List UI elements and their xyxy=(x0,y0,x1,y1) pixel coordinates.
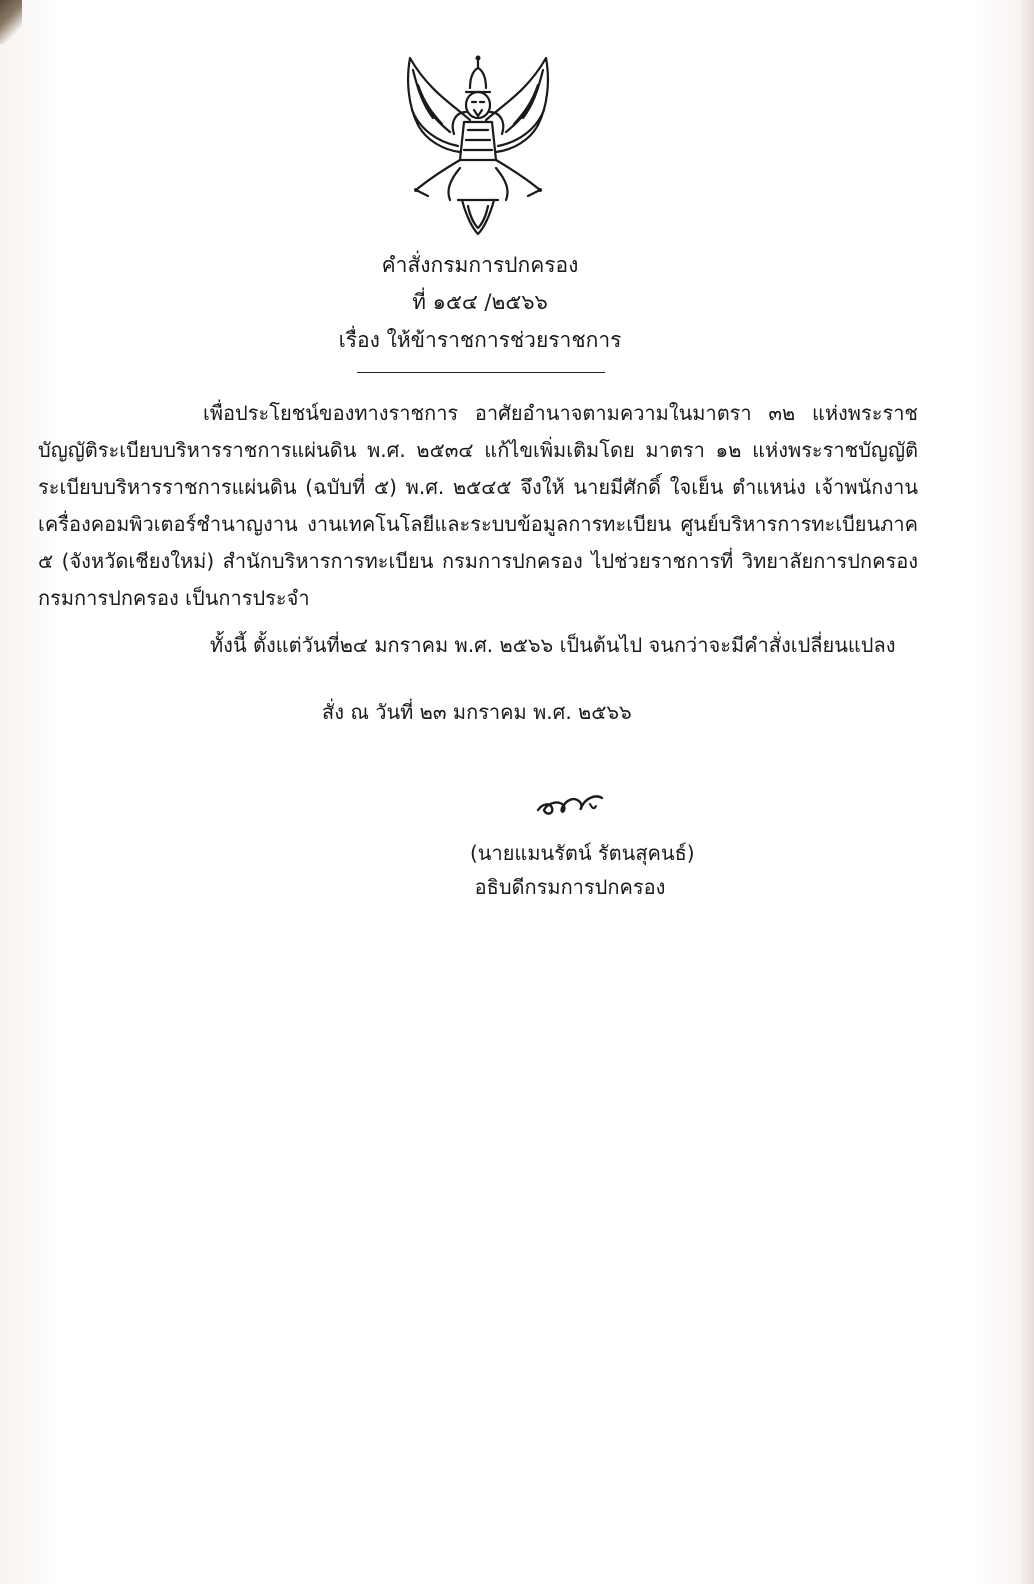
page-edge-shadow xyxy=(1020,0,1034,1584)
order-number: ที่ ๑๕๔ /๒๕๖๖ xyxy=(412,290,548,314)
order-body xyxy=(38,395,918,617)
effective-date-paragraph: ทั้งนี้ ตั้งแต่วันที่๒๔ มกราคม พ.ศ. ๒๕๖๖ เป็นต้นไป จนกว่าจะมีคำสั่งเปลี่ยนแปลง xyxy=(210,633,896,657)
corner-shadow xyxy=(0,0,22,44)
body-paragraph: เพื่อประโยชน์ของทางราชการ อาศัยอำนาจตามความในมาตรา ๓๒ แห่งพระราชบัญญัติระเบียบบริหารราชการแผ่นดิน พ.ศ. ๒๕๓๔ แก้ไขเพิ่มเติมโดย มาตรา ๑๒ แห่งพระราชบัญญัติระเบียบบริหารราชการแผ่นดิน (ฉบับที่ ๕) พ.ศ. ๒๕๔๕ จึงให้ นายมีศักดิ์ ใจเย็น ตำแหน่ง เจ้าพนักงานเครื่องคอมพิวเตอร์ชำนาญงาน งานเทคโนโลยีและระบบข้อมูลการทะเบียน ศูนย์บริหารการทะเบียนภาค ๕ (จังหวัดเชียงใหม่) สำนักบริหารการทะเบียน กรมการปกครอง ไปช่วยราชการที่ วิทยาลัยการปกครอง กรมการปกครอง เป็นการประจำ xyxy=(38,401,918,610)
document-title: คำสั่งกรมการปกครอง xyxy=(381,253,579,277)
title-divider xyxy=(357,372,605,373)
order-subject: เรื่อง ให้ข้าราชการช่วยราชการ xyxy=(338,328,622,352)
handwritten-signature xyxy=(530,782,620,822)
signer-name: (นายแมนรัตน์ รัตนสุคนธ์) xyxy=(470,841,695,865)
garuda-emblem-icon xyxy=(398,50,558,240)
order-date: สั่ง ณ วันที่ ๒๓ มกราคม พ.ศ. ๒๕๖๖ xyxy=(322,700,632,724)
signer-position: อธิบดีกรมการปกครอง xyxy=(474,875,666,899)
